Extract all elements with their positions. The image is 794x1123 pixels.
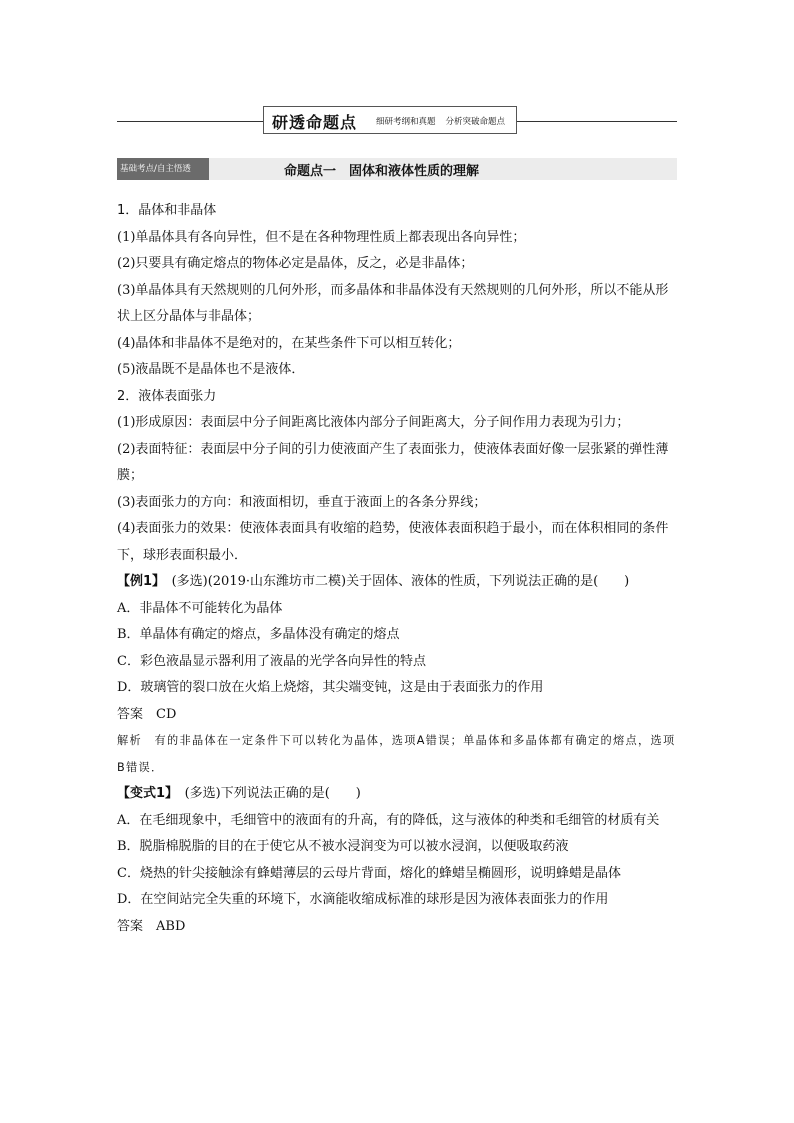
point-2: (2)只要具有确定熔点的物体必定是晶体，反之，必是非晶体； bbox=[117, 256, 474, 271]
answer-label-2: 答案 bbox=[117, 918, 144, 934]
variant-1-option-a: A．在毛细现象中，毛细管中的液面有的升高，有的降低，这与液体的种类和毛细管的材质有关 bbox=[117, 812, 660, 828]
heading-surface-tension: 2．液体表面张力 bbox=[117, 388, 217, 404]
banner-title: 研透命题点 bbox=[272, 113, 358, 132]
answer-value-2: ABD bbox=[156, 918, 186, 934]
point-4: (4)晶体和非晶体不是绝对的，在某些条件下可以相互转化； bbox=[117, 335, 461, 351]
tension-point-2: (2)表面特征：表面层中分子间的引力使液面产生了表面张力，使液体表面好像一层张紧的弹性薄膜； bbox=[117, 441, 669, 483]
point-5: (5)液晶既不是晶体也不是液体． bbox=[117, 362, 305, 377]
banner-subtitle bbox=[376, 115, 515, 127]
explanation-label: 解析 bbox=[117, 734, 142, 747]
variant-1-option-b: B．脱脂棉脱脂的目的在于使它从不被水浸润变为可以被水浸润，以便吸取药液 bbox=[117, 839, 569, 854]
example-1-answer bbox=[117, 702, 677, 729]
tension-point-3: (3)表面张力的方向：和液面相切，垂直于液面上的各条分界线； bbox=[117, 494, 487, 510]
answer-value: CD bbox=[156, 706, 177, 722]
tension-point-4: (4)表面张力的效果：使液体表面具有收缩的趋势，使液体表面积趋于最小，而在体积相同的条件下，球形表面积最小． bbox=[117, 521, 669, 563]
variant-1-option-c: C．烧热的针尖接触涂有蜂蜡薄层的云母片背面，熔化的蜂蜡呈椭圆形，说明蜂蜡是晶体 bbox=[117, 865, 621, 881]
example-1-explanation bbox=[117, 728, 677, 781]
banner-sub-1: 细研考纲和真题 bbox=[376, 117, 436, 127]
banner-sub-2: 分析突破命题点 bbox=[445, 117, 506, 127]
variant-1-answer bbox=[117, 914, 677, 941]
answer-label: 答案 bbox=[117, 706, 144, 722]
topic-bar bbox=[117, 158, 677, 180]
example-1-label: 【例1】 bbox=[117, 574, 159, 589]
example-1-stem: (多选)(2019·山东潍坊市二模)关于固体、液体的性质，下列说法正确的是( ) bbox=[171, 574, 630, 589]
main-content bbox=[117, 198, 677, 940]
tension-point-1: (1)形成原因：表面层中分子间距离比液体内部分子间距离大，分子间作用力表现为引力； bbox=[117, 415, 630, 430]
topic-title: 命题点一 固体和液体性质的理解 bbox=[284, 164, 480, 179]
section-banner bbox=[117, 104, 677, 138]
variant-1-question bbox=[117, 781, 677, 808]
point-3: (3)单晶体具有天然规则的几何外形，而多晶体和非晶体没有天然规则的几何外形，所以不能从形状上区分晶体与非晶体； bbox=[117, 282, 669, 324]
point-1: (1)单晶体具有各向异性，但不是在各种物理性质上都表现出各向异性； bbox=[117, 229, 526, 245]
variant-1-stem: (多选)下列说法正确的是( ) bbox=[184, 786, 361, 801]
explanation-text: 有的非晶体在一定条件下可以转化为晶体，选项A错误；单晶体和多晶体都有确定的熔点，选项B错误． bbox=[117, 734, 676, 774]
heading-crystal: 1．晶体和非晶体 bbox=[117, 203, 217, 218]
example-1-question bbox=[117, 569, 677, 596]
variant-1-option-d: D．在空间站完全失重的环境下，水滴能收缩成标准的球形是因为液体表面张力的作用 bbox=[117, 892, 609, 907]
topic-tag: 基础考点/自主悟透 bbox=[117, 158, 209, 180]
banner-rule-right bbox=[517, 121, 677, 122]
example-1-option-b: B．单晶体有确定的熔点，多晶体没有确定的熔点 bbox=[117, 627, 400, 642]
banner-box bbox=[263, 106, 517, 134]
example-1-option-a: A．非晶体不可能转化为晶体 bbox=[117, 600, 283, 616]
example-1-option-c: C．彩色液晶显示器利用了液晶的光学各向异性的特点 bbox=[117, 653, 426, 669]
banner-rule-left bbox=[117, 121, 263, 122]
variant-1-label: 【变式1】 bbox=[117, 786, 172, 801]
example-1-option-d: D．玻璃管的裂口放在火焰上烧熔，其尖端变钝，这是由于表面张力的作用 bbox=[117, 680, 544, 695]
